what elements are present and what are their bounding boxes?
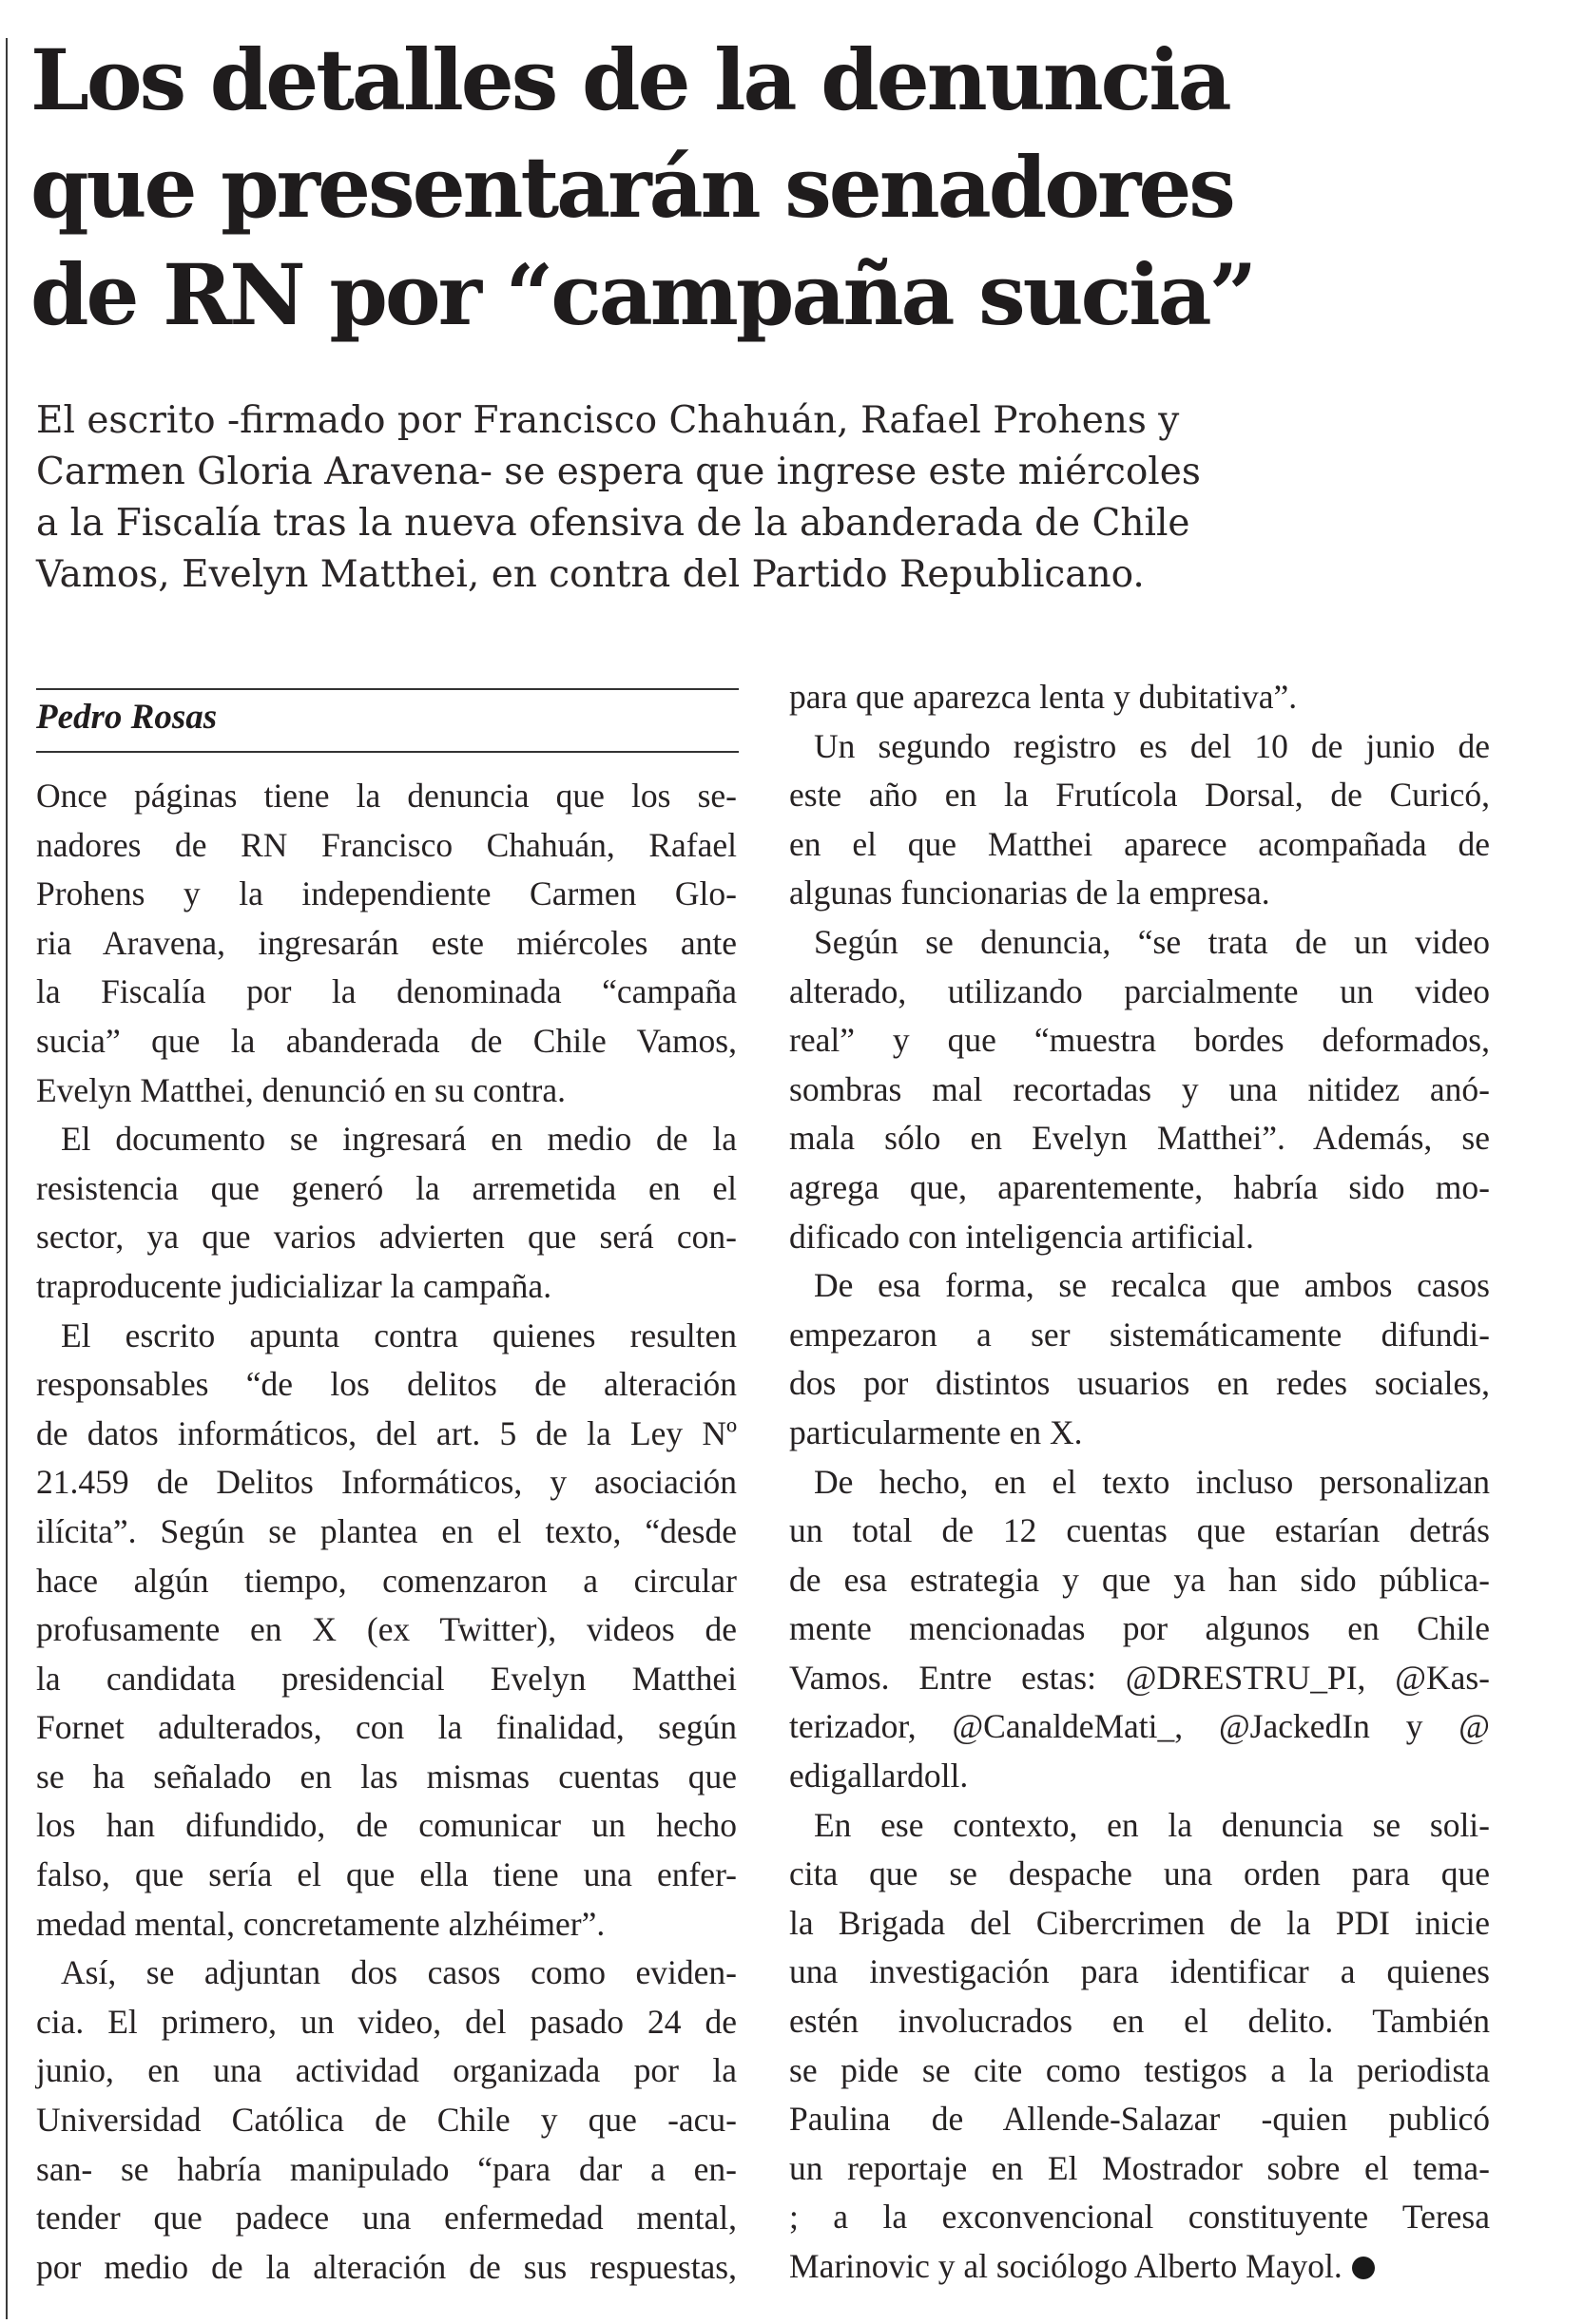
- byline: Pedro Rosas: [36, 698, 218, 737]
- headline-line: de RN por “campaña sucia”: [30, 245, 1255, 344]
- body-line: resistencia que generó la arremetida en el: [36, 1168, 737, 1207]
- body-line: junio, en una actividad organizada por la: [36, 2051, 737, 2090]
- body-column-1: [36, 772, 737, 2292]
- page-edge-rule: [6, 38, 8, 2319]
- body-line: edigallardoll.: [789, 1757, 969, 1796]
- body-line: para que aparezca lenta y dubitativa”.: [789, 678, 1298, 716]
- body-line: De hecho, en el texto incluso personalizan: [814, 1462, 1490, 1501]
- body-line-final: [789, 2242, 1490, 2292]
- body-line: ria Aravena, ingresarán este miércoles ante: [36, 923, 737, 962]
- body-line: la Brigada del Cibercrimen de la PDI inicie: [789, 1903, 1490, 1942]
- body-line: particularmente en X.: [789, 1412, 1083, 1451]
- body-line: medad mental, concretamente alzhéimer”.: [36, 1904, 606, 1943]
- body-line: Once páginas tiene la denuncia que los se-: [36, 777, 737, 815]
- body-line: terizador, @CanaldeMati_, @JackedIn y @: [789, 1707, 1490, 1746]
- body-line: Prohens y la independiente Carmen Glo-: [36, 874, 737, 913]
- body-line: alterado, utilizando parcialmente un video: [789, 971, 1490, 1010]
- body-line: por medio de la alteración de sus respuestas,: [36, 2247, 737, 2286]
- body-line: un reportaje en El Mostrador sobre el tema-: [789, 2148, 1490, 2187]
- body-line: Paulina de Allende-Salazar -quien publicó: [789, 2100, 1490, 2139]
- body-line: dos por distintos usuarios en redes sociales,: [789, 1364, 1490, 1403]
- body-line: se ha señalado en las mismas cuentas que: [36, 1757, 737, 1796]
- end-of-article-bullet-icon: [1352, 2257, 1375, 2279]
- body-line: sucia” que la abanderada de Chile Vamos,: [36, 1021, 737, 1060]
- body-line: nadores de RN Francisco Chahuán, Rafael: [36, 825, 737, 864]
- body-line: sector, ya que varios advierten que será con-: [36, 1218, 737, 1257]
- body-line: Vamos. Entre estas: @DRESTRU_PI, @Kas-: [789, 1658, 1490, 1697]
- body-line: profusamente en X (ex Twitter), videos de: [36, 1610, 737, 1649]
- body-line: Así, se adjuntan dos casos como eviden-: [61, 1953, 737, 1992]
- body-line: dificado con inteligencia artificial.: [789, 1217, 1254, 1256]
- lead-line: Vamos, Evelyn Matthei, en contra del Partido Republicano.: [36, 553, 1145, 596]
- body-line-text: Marinovic y al sociólogo Alberto Mayol.: [789, 2247, 1343, 2285]
- body-line: hace algún tiempo, comenzaron a circular: [36, 1561, 737, 1600]
- body-line: se pide se cite como testigos a la periodista: [789, 2050, 1490, 2089]
- headline: [30, 27, 1552, 349]
- body-line: Universidad Católica de Chile y que -acu-: [36, 2101, 737, 2140]
- body-line: 21.459 de Delitos Informáticos, y asociación: [36, 1463, 737, 1502]
- body-line: mala sólo en Evelyn Matthei”. Además, se: [789, 1119, 1490, 1158]
- body-column-2: [789, 673, 1490, 2292]
- body-line: real” y que “muestra bordes deformados,: [789, 1021, 1490, 1060]
- body-line: responsables “de los delitos de alteración: [36, 1365, 737, 1404]
- lead-paragraph: [36, 395, 1500, 601]
- body-line: tender que padece una enfermedad mental,: [36, 2199, 737, 2238]
- body-line: cita que se despache una orden para que: [789, 1854, 1490, 1893]
- body-line: Según se denuncia, “se trata de un video: [814, 922, 1490, 961]
- body-line: de datos informáticos, del art. 5 de la Ley Nº: [36, 1413, 737, 1452]
- body-line: algunas funcionarias de la empresa.: [789, 874, 1270, 912]
- headline-line: Los detalles de la denuncia: [30, 30, 1229, 129]
- body-line: empezaron a ser sistemáticamente difundi-: [789, 1315, 1490, 1354]
- body-line: Evelyn Matthei, denunció en su contra.: [36, 1070, 566, 1109]
- body-line: Un segundo registro es del 10 de junio de: [814, 726, 1490, 765]
- body-line: El escrito apunta contra quienes resulten: [61, 1316, 737, 1354]
- body-line: una investigación para identificar a quienes: [789, 1952, 1490, 1991]
- body-line: estén involucrados en el delito. También: [789, 2002, 1490, 2041]
- body-line: En ese contexto, en la denuncia se soli-: [814, 1805, 1490, 1844]
- body-line: en el que Matthei aparece acompañada de: [789, 824, 1490, 863]
- lead-line: a la Fiscalía tras la nueva ofensiva de la abanderada de Chile: [36, 502, 1190, 545]
- body-line: agrega que, aparentemente, habría sido mo-: [789, 1167, 1490, 1206]
- body-line: este año en la Frutícola Dorsal, de Curicó,: [789, 776, 1490, 815]
- body-line: mente mencionadas por algunos en Chile: [789, 1609, 1490, 1648]
- body-line: cia. El primero, un video, del pasado 24 de: [36, 2002, 737, 2041]
- byline-bottom-rule: [36, 751, 739, 753]
- body-line: la candidata presidencial Evelyn Matthei: [36, 1659, 737, 1698]
- lead-line: Carmen Gloria Aravena- se espera que ingrese este miércoles: [36, 451, 1201, 493]
- headline-line: que presentarán senadores: [30, 138, 1233, 237]
- byline-top-rule: [36, 688, 739, 690]
- body-line: san- se habría manipulado “para dar a en-: [36, 2149, 737, 2188]
- body-line: ; a la exconvencional constituyente Teresa: [789, 2198, 1490, 2237]
- body-line: los han difundido, de comunicar un hecho: [36, 1806, 737, 1845]
- body-line: Fornet adulterados, con la finalidad, según: [36, 1708, 737, 1747]
- body-line: traproducente judicializar la campaña.: [36, 1266, 552, 1305]
- body-line: un total de 12 cuentas que estarían detrás: [789, 1511, 1490, 1550]
- body-line: falso, que sería el que ella tiene una enfer-: [36, 1855, 737, 1894]
- body-line: ilícita”. Según se plantea en el texto, “desde: [36, 1511, 737, 1550]
- lead-line: El escrito -firmado por Francisco Chahuán, Rafael Prohens y: [36, 399, 1180, 442]
- body-line: sombras mal recortadas y una nitidez anó-: [789, 1069, 1490, 1108]
- body-line: El documento se ingresará en medio de la: [61, 1120, 737, 1159]
- body-line: la Fiscalía por la denominada “campaña: [36, 972, 737, 1011]
- body-line: de esa estrategia y que ya han sido pública-: [789, 1560, 1490, 1599]
- body-line: De esa forma, se recalca que ambos casos: [814, 1266, 1490, 1305]
